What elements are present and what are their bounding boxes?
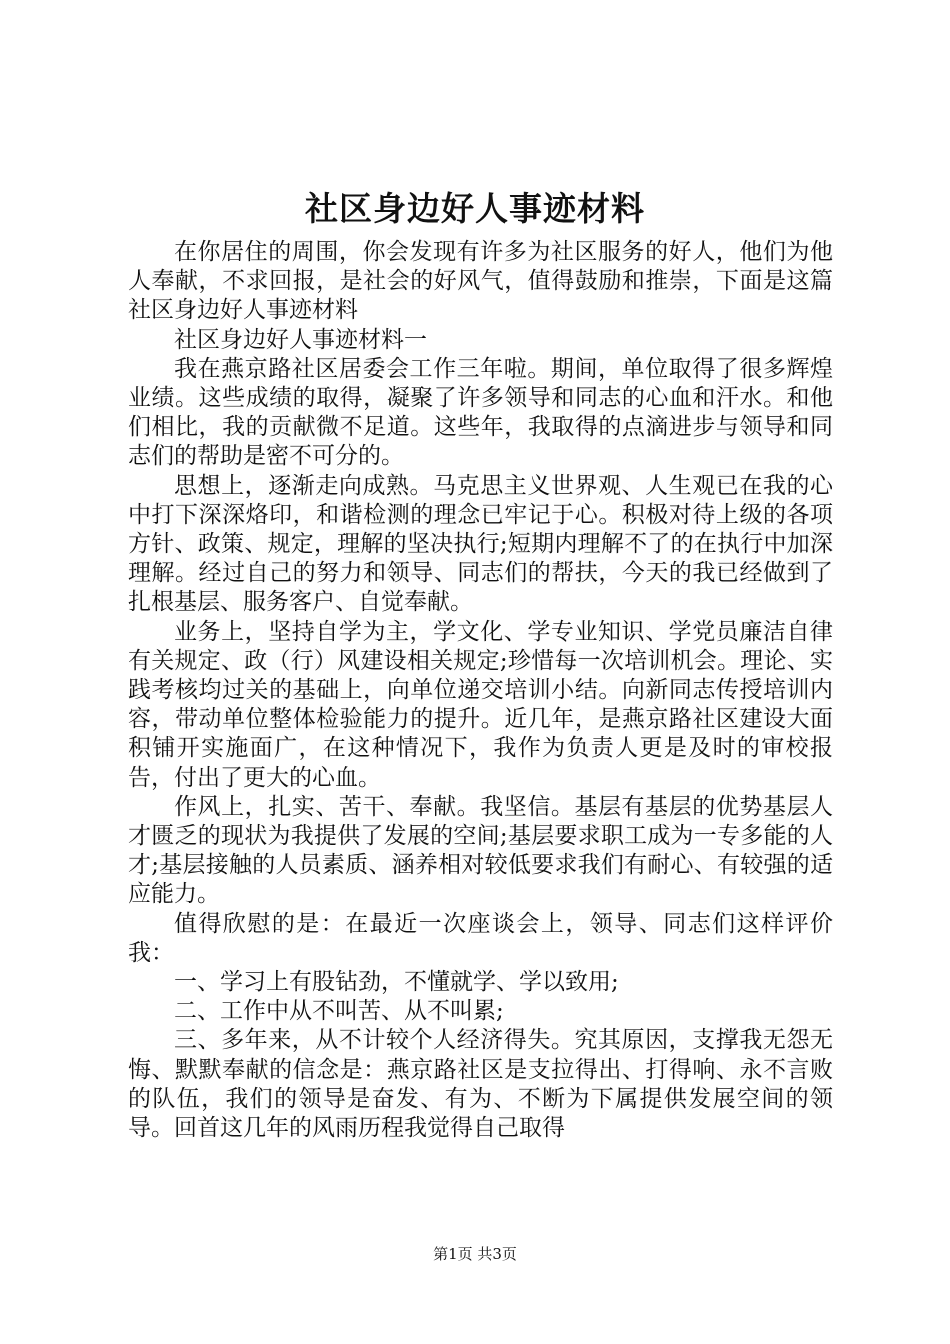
list-item: 三、多年来，从不计较个人经济得失。究其原因，支撑我无怨无悔、默默奉献的信念是：燕京路社区是支拉得出、打得响、永不言败的队伍，我们的领导是奋发、有为、不断为下属提供发展空间的领导。回首这几年的风雨历程我觉得自己取得 xyxy=(128,1027,833,1142)
body-paragraph: 思想上，逐渐走向成熟。马克思主义世界观、人生观已在我的心中打下深深烙印，和谐检测的理念已牢记于心。积极对待上级的各项方针、政策、规定，理解的坚决执行;短期内理解不了的在执行中加深理解。经过自己的努力和领导、同志们的帮扶，今天的我已经做到了扎根基层、服务客户、自觉奉献。 xyxy=(128,472,833,616)
list-item: 一、学习上有股钻劲，不懂就学、学以致用; xyxy=(174,969,619,996)
body-paragraph: 作风上，扎实、苦干、奉献。我坚信。基层有基层的优势基层人才匮乏的现状为我提供了发展的空间;基层要求职工成为一专多能的人才;基层接触的人员素质、涵养相对较低要求我们有耐心、有较强的适应能力。 xyxy=(128,793,833,908)
list-item: 二、工作中从不叫苦、从不叫累; xyxy=(174,998,504,1025)
document-title: 社区身边好人事迹材料 xyxy=(305,189,645,228)
section-heading: 社区身边好人事迹材料一 xyxy=(174,326,427,353)
body-paragraph: 业务上，坚持自学为主，学文化、学专业知识、学党员廉洁自律有关规定、政（行）风建设相关规定;珍惜每一次培训机会。理论、实践考核均过关的基础上，向单位递交培训小结。向新同志传授培训内容，带动单位整体检验能力的提升。近几年，是燕京路社区建设大面积铺开实施面广，在这种情况下，我作为负责人更是及时的审校报告，付出了更大的心血。 xyxy=(128,618,833,791)
intro-paragraph: 在你居住的周围，你会发现有许多为社区服务的好人，他们为他人奉献，不求回报，是社会的好风气，值得鼓励和推崇，下面是这篇社区身边好人事迹材料 xyxy=(128,239,833,324)
body-paragraph: 值得欣慰的是：在最近一次座谈会上，领导、同志们这样评价我： xyxy=(128,910,833,966)
body-paragraph: 我在燕京路社区居委会工作三年啦。期间，单位取得了很多辉煌业绩。这些成绩的取得，凝聚了许多领导和同志的心血和汗水。和他们相比，我的贡献微不足道。这些年，我取得的点滴进步与领导和同志们的帮助是密不可分的。 xyxy=(128,355,833,470)
page-footer: 第1页 共3页 xyxy=(433,1245,517,1263)
document-body xyxy=(128,238,833,1143)
